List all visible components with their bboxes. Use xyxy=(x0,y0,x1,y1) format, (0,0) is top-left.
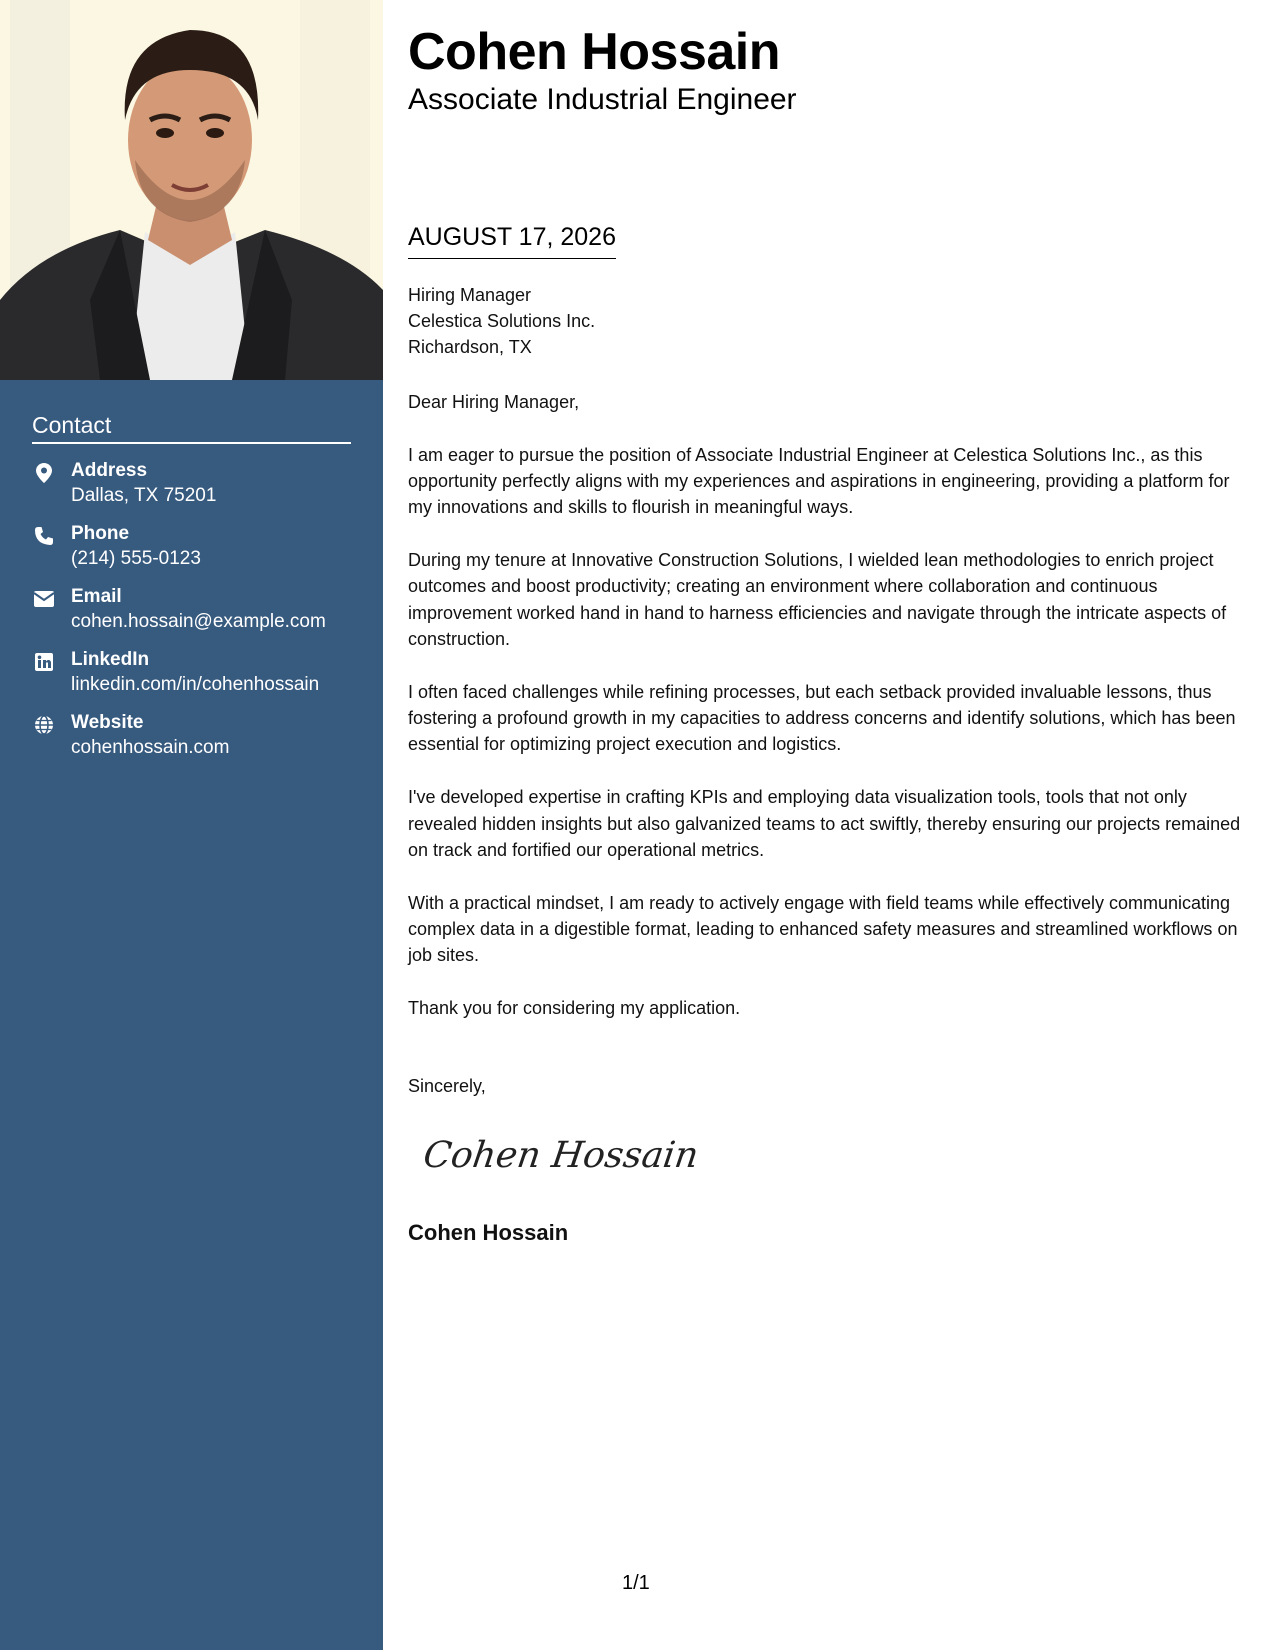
profile-photo xyxy=(0,0,383,380)
body-paragraph: I often faced challenges while refining processes, but each setback provided invaluable lessons, thus fostering a profound growth in my capacities to address concerns and identify solutions, which has been essential for optimizing project execution and logistics. xyxy=(408,681,1236,755)
contact-label: Phone xyxy=(71,523,130,544)
contact-value[interactable]: cohen.hossain@example.com xyxy=(71,611,326,632)
body-paragraph: With a practical mindset, I am ready to actively engage with field teams while effectively communicating complex data in a digestible format, leading to enhanced safety measures and streamlined workflows on job sites. xyxy=(408,892,1238,966)
recipient-line: Richardson, TX xyxy=(408,337,532,357)
contact-value: (214) 555-0123 xyxy=(71,548,201,569)
recipient-line: Celestica Solutions Inc. xyxy=(408,311,596,331)
contact-value[interactable]: linkedin.com/in/cohenhossain xyxy=(71,674,320,695)
body-paragraph: Thank you for considering my application. xyxy=(408,998,741,1019)
recipient-line: Hiring Manager xyxy=(408,285,532,305)
contact-value: Dallas, TX 75201 xyxy=(71,485,217,506)
contact-label: Website xyxy=(71,712,144,733)
contact-label: Email xyxy=(71,586,122,607)
contact-heading: Contact xyxy=(32,412,351,444)
envelope-icon xyxy=(32,587,56,611)
body-paragraph: I am eager to pursue the position of Associate Industrial Engineer at Celestica Solutions Inc., as this opportunity perfectly aligns with my experiences and aspirations in engineering, providing a platform for my innovations and skills to flourish in meaningful ways. xyxy=(408,444,1230,518)
letter-body xyxy=(408,389,1253,1048)
contact-label: LinkedIn xyxy=(71,649,150,670)
body-paragraph: I've developed expertise in crafting KPIs and employing data visualization tools, tools that not only revealed hidden insights but also galvanized teams to act swiftly, thereby ensuring our projects remained on track and fortified our operational metrics. xyxy=(408,787,1241,860)
recipient-block xyxy=(408,282,595,360)
sidebar xyxy=(0,0,383,1650)
linkedin-icon xyxy=(32,650,56,674)
phone-icon xyxy=(32,524,56,548)
contact-label: Address xyxy=(71,460,148,481)
closing: Sincerely, xyxy=(408,1076,486,1096)
applicant-name: Cohen Hossain xyxy=(408,23,780,81)
map-pin-icon xyxy=(32,461,56,485)
signed-name: Cohen Hossain xyxy=(408,1220,569,1245)
signature-text: Cohen Hossain xyxy=(420,1133,702,1176)
handwritten-signature xyxy=(420,1125,702,1190)
letter-date: AUGUST 17, 2026 xyxy=(408,223,616,259)
salutation: Dear Hiring Manager, xyxy=(408,392,580,412)
body-paragraph: During my tenure at Innovative Construction Solutions, I wielded lean methodologies to enrich project outcomes and boost productivity; creating an environment where collaboration and continuous improvement worked hand in hand to harness efficiencies and navigate through the intricate aspects of construction. xyxy=(408,550,1227,650)
contact-value[interactable]: cohenhossain.com xyxy=(71,737,230,758)
globe-icon xyxy=(32,713,56,737)
applicant-title: Associate Industrial Engineer xyxy=(408,83,797,116)
page-number: 1/1 xyxy=(622,1572,650,1594)
